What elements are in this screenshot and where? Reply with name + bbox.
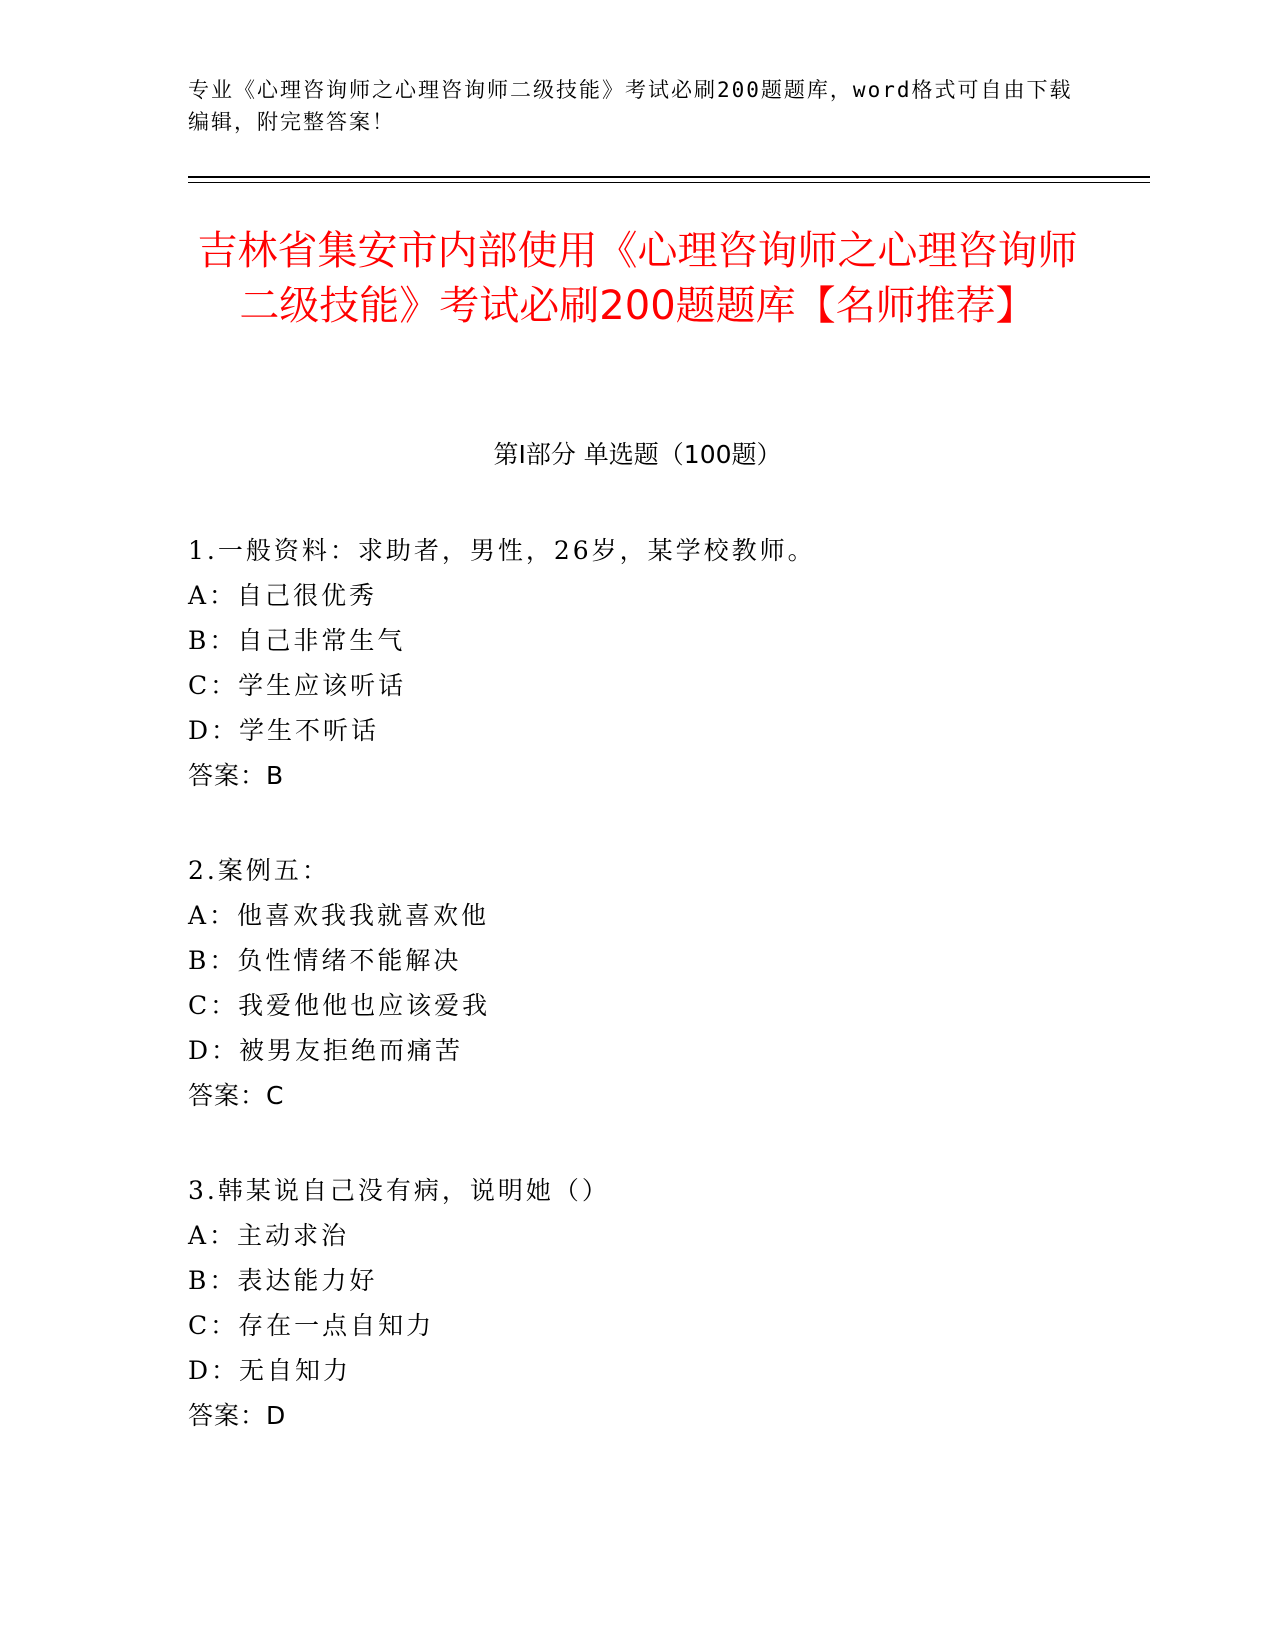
option-c: C：我爱他他也应该爱我 [188,991,491,1020]
question-2 [188,848,1088,1118]
option-d: D：无自知力 [188,1356,352,1385]
document-title: 吉林省集安市内部使用《心理咨询师之心理咨询师二级技能》考试必刷200题题库【名师推荐】 [197,228,1078,329]
question-3 [188,1168,1088,1438]
option-a: A：他喜欢我我就喜欢他 [188,901,490,930]
option-b: B：负性情绪不能解决 [188,946,462,975]
question-stem: 2.案例五： [188,856,330,885]
question-stem: 1.一般资料：求助者，男性，26岁，某学校教师。 [188,536,816,565]
answer: 答案：D [188,1401,287,1430]
option-d: D：被男友拒绝而痛苦 [188,1036,464,1065]
option-a: A：主动求治 [188,1221,350,1250]
question-list [188,528,1088,1488]
option-b: B：自己非常生气 [188,626,406,655]
option-d: D：学生不听话 [188,716,380,745]
question-1 [188,528,1088,798]
answer: 答案：B [188,761,285,790]
option-c: C：学生应该听话 [188,671,407,700]
option-c: C：存在一点自知力 [188,1311,435,1340]
header-divider-thick [188,176,1150,178]
answer: 答案：C [188,1081,285,1110]
header-divider-thin [188,182,1150,183]
option-a: A：自己很优秀 [188,581,378,610]
header-note: 专业《心理咨询师之心理咨询师二级技能》考试必刷200题题库，word格式可自由下载编辑，附完整答案！ [188,78,1073,134]
question-stem: 3.韩某说自己没有病，说明她（） [188,1176,610,1205]
section-heading: 第Ⅰ部分 单选题（100题） [493,440,782,469]
option-b: B：表达能力好 [188,1266,378,1295]
